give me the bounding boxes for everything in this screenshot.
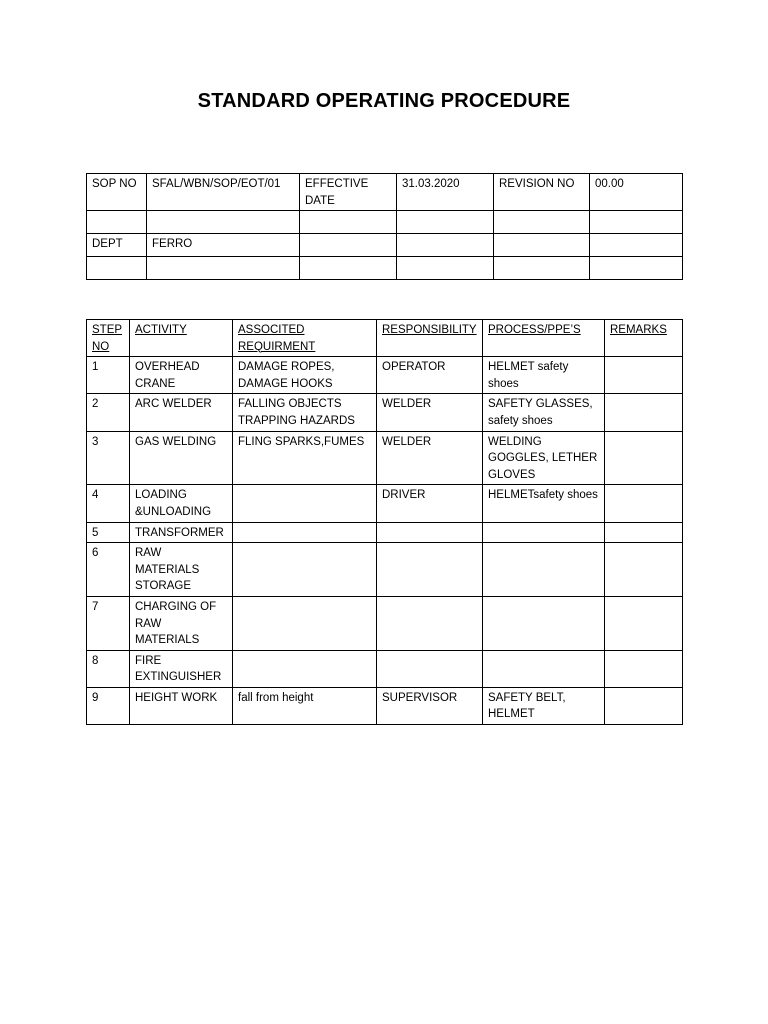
table-row [87, 394, 683, 431]
activity-cell: FIRE EXTINGUISHER [130, 650, 233, 687]
process-cell: WELDING GOGGLES, LETHER GLOVES [483, 431, 605, 485]
activity-cell: RAW MATERIALS STORAGE [130, 543, 233, 597]
step-no-cell: 8 [87, 650, 130, 687]
requirement-cell: FLING SPARKS,FUMES [233, 431, 377, 485]
revision-no-value: 00.00 [590, 174, 683, 211]
table-row [87, 485, 683, 522]
empty-cell [397, 211, 494, 234]
remarks-cell [605, 431, 683, 485]
step-no-cell: 4 [87, 485, 130, 522]
dept-value: FERRO [147, 234, 300, 257]
activity-cell: OVERHEAD CRANE [130, 357, 233, 394]
empty-cell [590, 211, 683, 234]
responsibility-cell [377, 522, 483, 543]
empty-cell [147, 211, 300, 234]
empty-cell [397, 257, 494, 280]
requirement-cell [233, 543, 377, 597]
table-row [87, 596, 683, 650]
empty-cell [300, 257, 397, 280]
table-row [87, 431, 683, 485]
process-cell: HELMET safety shoes [483, 357, 605, 394]
empty-cell [494, 234, 590, 257]
page-title: STANDARD OPERATING PROCEDURE [197, 90, 571, 112]
activity-cell: TRANSFORMER [130, 522, 233, 543]
requirement-cell [233, 650, 377, 687]
empty-cell [494, 211, 590, 234]
col-header-activity: ACTIVITY [130, 320, 233, 357]
col-header-remarks: REMARKS [605, 320, 683, 357]
responsibility-cell: WELDER [377, 394, 483, 431]
empty-cell [300, 234, 397, 257]
remarks-cell [605, 596, 683, 650]
step-no-cell: 6 [87, 543, 130, 597]
process-cell: SAFETY BELT, HELMET [483, 687, 605, 724]
col-header-requirement: ASSOCITED REQUIRMENT [233, 320, 377, 357]
col-header-step-no: STEP NO [87, 320, 130, 357]
requirement-cell: fall from height [233, 687, 377, 724]
requirement-cell [233, 596, 377, 650]
empty-cell [590, 257, 683, 280]
remarks-cell [605, 650, 683, 687]
activity-cell: LOADING &UNLOADING [130, 485, 233, 522]
step-no-cell: 7 [87, 596, 130, 650]
requirement-cell: FALLING OBJECTS TRAPPING HAZARDS [233, 394, 377, 431]
empty-cell [397, 234, 494, 257]
process-cell [483, 543, 605, 597]
responsibility-cell [377, 596, 483, 650]
revision-no-label: REVISION NO [494, 174, 590, 211]
header-row [87, 174, 683, 211]
steps-table [86, 319, 683, 725]
empty-cell [87, 211, 147, 234]
requirement-cell [233, 522, 377, 543]
activity-cell: ARC WELDER [130, 394, 233, 431]
process-cell: SAFETY GLASSES, safety shoes [483, 394, 605, 431]
steps-header-row [87, 320, 683, 357]
col-header-process: PROCESS/PPE’S [483, 320, 605, 357]
responsibility-cell [377, 543, 483, 597]
empty-cell [147, 257, 300, 280]
remarks-cell [605, 687, 683, 724]
sop-header-table [86, 173, 683, 280]
empty-cell [300, 211, 397, 234]
table-row [87, 522, 683, 543]
header-row-empty [87, 257, 683, 280]
remarks-cell [605, 485, 683, 522]
empty-cell [494, 257, 590, 280]
header-row-dept [87, 234, 683, 257]
responsibility-cell: SUPERVISOR [377, 687, 483, 724]
requirement-cell [233, 485, 377, 522]
step-no-cell: 9 [87, 687, 130, 724]
table-row [87, 543, 683, 597]
remarks-cell [605, 522, 683, 543]
activity-cell: HEIGHT WORK [130, 687, 233, 724]
empty-cell [87, 257, 147, 280]
process-cell [483, 522, 605, 543]
process-cell [483, 596, 605, 650]
sop-no-label: SOP NO [87, 174, 147, 211]
step-no-cell: 1 [87, 357, 130, 394]
remarks-cell [605, 394, 683, 431]
responsibility-cell: WELDER [377, 431, 483, 485]
steps-table-body [87, 357, 683, 725]
table-row [87, 650, 683, 687]
step-no-cell: 3 [87, 431, 130, 485]
remarks-cell [605, 357, 683, 394]
responsibility-cell: OPERATOR [377, 357, 483, 394]
col-header-responsibility: RESPONSIBILITY [377, 320, 483, 357]
remarks-cell [605, 543, 683, 597]
table-row [87, 357, 683, 394]
dept-label: DEPT [87, 234, 147, 257]
activity-cell: CHARGING OF RAW MATERIALS [130, 596, 233, 650]
requirement-cell: DAMAGE ROPES, DAMAGE HOOKS [233, 357, 377, 394]
sop-no-value: SFAL/WBN/SOP/EOT/01 [147, 174, 300, 211]
effective-date-label: EFFECTIVE DATE [300, 174, 397, 211]
responsibility-cell: DRIVER [377, 485, 483, 522]
responsibility-cell [377, 650, 483, 687]
table-row [87, 687, 683, 724]
activity-cell: GAS WELDING [130, 431, 233, 485]
header-row-empty [87, 211, 683, 234]
process-cell [483, 650, 605, 687]
effective-date-value: 31.03.2020 [397, 174, 494, 211]
step-no-cell: 2 [87, 394, 130, 431]
empty-cell [590, 234, 683, 257]
step-no-cell: 5 [87, 522, 130, 543]
process-cell: HELMETsafety shoes [483, 485, 605, 522]
